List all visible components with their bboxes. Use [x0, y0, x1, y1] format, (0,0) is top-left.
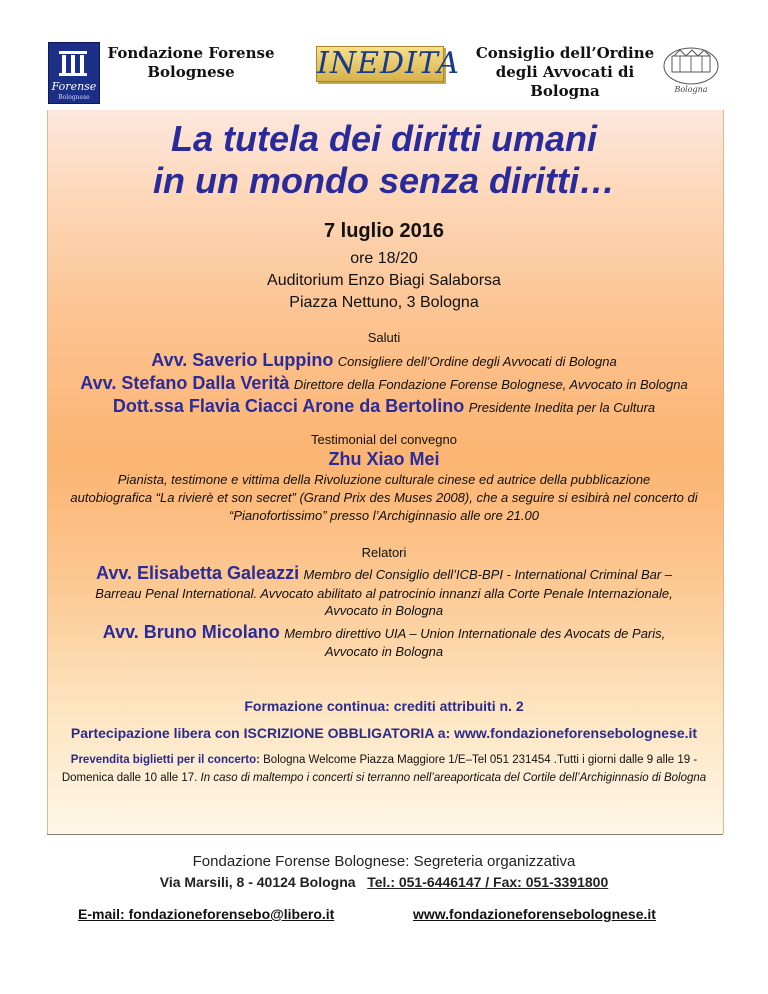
fondazione-forense-logo — [48, 42, 100, 104]
testimonial-heading: Testimonial del convegno — [311, 432, 457, 447]
saluti-person-2 — [0, 373, 768, 394]
event-venue: Auditorium Enzo Biagi Salaborsa — [267, 272, 501, 289]
org-right-name: Consiglio dell’Ordine degli Avvocati di Bologna — [475, 44, 655, 100]
person-name: Avv. Stefano Dalla Verità — [80, 373, 290, 393]
logo-sub: Bolognese — [58, 94, 90, 101]
person-role: Membro del Consiglio dell’ICB-BPI - International Criminal Bar – — [303, 567, 673, 582]
person-role: Presidente Inedita per la Cultura — [468, 400, 656, 415]
person-name: Avv. Bruno Micolano — [102, 622, 280, 642]
inedita-logo: INEDITA — [317, 46, 460, 81]
relatori-heading: Relatori — [361, 545, 407, 560]
event-time: ore 18/20 — [350, 250, 418, 267]
tickets-line-2 — [0, 772, 768, 784]
emblem-text: Bologna — [674, 85, 708, 94]
relatore-1 — [0, 563, 768, 584]
saluti-person-3 — [0, 396, 768, 417]
tickets-line-1 — [0, 754, 768, 766]
testimonial-name: Zhu Xiao Mei — [328, 449, 440, 469]
relatore-1-role-2: Barreau Penal International. Avvocato abilitato al patrocinio innanzi alla Corte Penale Internazionale, — [95, 586, 673, 601]
footer-email-link[interactable]: E-mail: fondazioneforensebo@libero.it — [78, 906, 335, 922]
person-role: Consigliere dell’Ordine degli Avvocati di Bologna — [337, 354, 617, 369]
person-name: Avv. Elisabetta Galeazzi — [95, 563, 300, 583]
title-line-2: in un mondo senza diritti… — [153, 160, 615, 201]
footer-divider — [47, 834, 723, 835]
saluti-person-1 — [0, 350, 768, 371]
footer-contact — [0, 874, 768, 890]
testimonial-desc-1: Pianista, testimone e vittima della Rivoluzione culturale cinese ed autrice della pubblicazione — [117, 472, 651, 487]
title-line-1: La tutela dei diritti umani — [170, 118, 598, 159]
saluti-heading: Saluti — [367, 330, 401, 345]
footer-address: Via Marsili, 8 - 40124 Bologna — [159, 874, 356, 890]
ordine-avvocati-emblem — [660, 42, 722, 98]
relatore-2-role-2: Avvocato in Bologna — [324, 644, 444, 659]
credits-text: Formazione continua: crediti attribuiti n. 2 — [244, 698, 524, 714]
event-date: 7 luglio 2016 — [323, 220, 445, 242]
person-role: Direttore della Fondazione Forense Bolognese, Avvocato in Bologna — [293, 377, 688, 392]
person-name: Avv. Saverio Luppino — [151, 350, 334, 370]
header — [0, 0, 768, 110]
logo-word: Forense — [51, 80, 97, 93]
tickets-label: Prevendita biglietti per il concerto: — [70, 754, 260, 766]
footer-website-link[interactable]: www.fondazioneforensebolognese.it — [413, 906, 656, 922]
tickets-hours: Domenica dalle 10 alle 17. — [61, 772, 198, 784]
person-role: Membro direttivo UIA – Union Internationale des Avocats de Paris, — [284, 626, 666, 641]
relatore-1-role-3: Avvocato in Bologna — [324, 603, 444, 618]
event-title — [0, 118, 768, 202]
person-name: Dott.ssa Flavia Ciacci Arone da Bertolino — [112, 396, 465, 416]
testimonial-desc-3: “Pianofortissimo” presso l’Archiginnasio alle ore 21.00 — [229, 508, 539, 523]
footer-secretariat: Fondazione Forense Bolognese: Segreteria organizzativa — [192, 853, 576, 870]
columns-icon — [57, 49, 89, 77]
registration-text: Partecipazione libera con ISCRIZIONE OBBLIGATORIA a: www.fondazioneforensebolognese.it — [70, 725, 698, 741]
tickets-text: Bologna Welcome Piazza Maggiore 1/E–Tel 051 231454 .Tutti i giorni dalle 9 alle 19 - — [263, 754, 698, 766]
footer-phone: Tel.: 051-6446147 / Fax: 051-3391800 — [367, 874, 609, 890]
testimonial-desc-2: autobiografica “La rivierè et son secret” (Grand Prix des Muses 2008), che a seguire si esibirà nel concerto di — [70, 490, 698, 505]
relatore-2 — [0, 622, 768, 643]
org-left-name: Fondazione Forense Bolognese — [107, 44, 275, 81]
event-address: Piazza Nettuno, 3 Bologna — [289, 294, 479, 311]
tickets-weather: In caso di maltempo i concerti si terranno nell’areaporticata del Cortile dell’Archiginnasio di Bologna — [200, 772, 707, 784]
